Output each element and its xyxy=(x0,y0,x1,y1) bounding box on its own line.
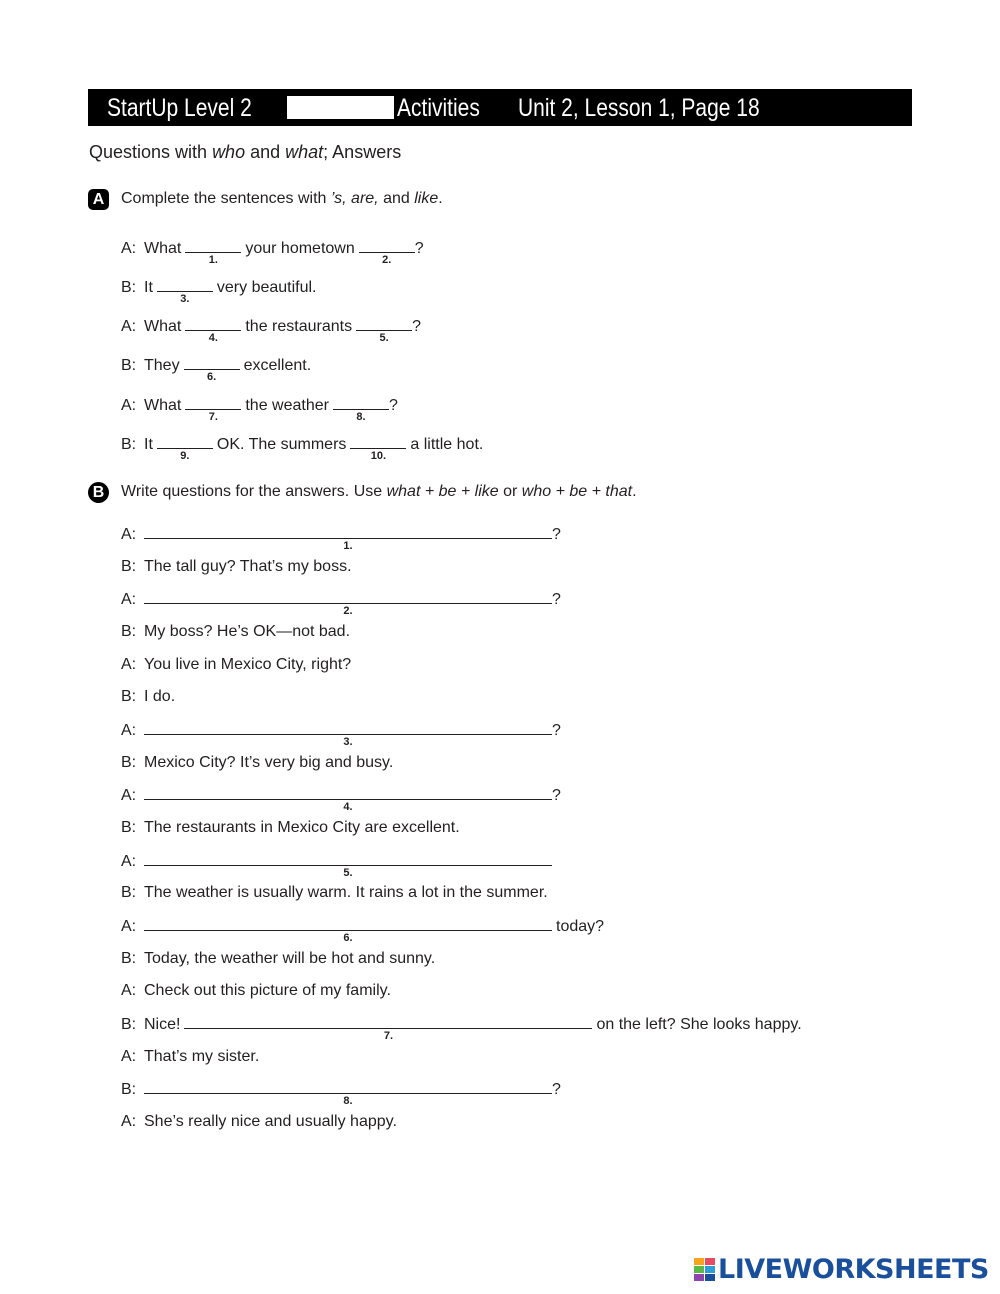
exercise-a-line-3: A: What 4. the restaurants 5. ? xyxy=(121,315,421,338)
answer-input[interactable]: 5. xyxy=(144,850,552,866)
exercise-b-line-7: A: 3. ? xyxy=(121,719,561,742)
exercise-b-line-13: A: 6. today? xyxy=(121,915,604,938)
exercise-b-line-5: A: You live in Mexico City, right? xyxy=(121,656,352,673)
exercise-b-line-10: B: The restaurants in Mexico City are excellent. xyxy=(121,819,460,836)
exercise-b-line-15: A: Check out this picture of my family. xyxy=(121,982,391,999)
answer-input[interactable]: 3. xyxy=(144,719,552,735)
exercise-b-line-2: B: The tall guy? That’s my boss. xyxy=(121,558,352,575)
exercise-a-line-1: A: What 1. your hometown 2. ? xyxy=(121,237,424,260)
logo-text: LIVEWORKSHEETS xyxy=(718,1254,989,1285)
exercise-b-line-6: B: I do. xyxy=(121,688,176,705)
section-a-instruction: Complete the sentences with ’s, are, and like. xyxy=(121,190,443,207)
answer-input[interactable]: 7. xyxy=(184,1013,592,1029)
logo-blocks-icon xyxy=(694,1258,716,1282)
blank-input[interactable]: 3. xyxy=(157,276,213,292)
exercise-b-line-8: B: Mexico City? It’s very big and busy. xyxy=(121,754,394,771)
exercise-a-line-4: B: They 6. excellent. xyxy=(121,354,311,377)
exercise-b-line-11: A: 5. xyxy=(121,850,556,873)
blank-input[interactable]: 6. xyxy=(184,354,240,370)
blank-input[interactable]: 5. xyxy=(356,315,412,331)
answer-input[interactable]: 6. xyxy=(144,915,552,931)
exercise-b-line-14: B: Today, the weather will be hot and sunny. xyxy=(121,950,436,967)
exercise-b-line-17: A: That’s my sister. xyxy=(121,1048,260,1065)
exercise-b-line-19: A: She’s really nice and usually happy. xyxy=(121,1113,397,1130)
exercise-b-line-4: B: My boss? He’s OK—not bad. xyxy=(121,623,351,640)
exercise-a-line-2: B: It 3. very beautiful. xyxy=(121,276,317,299)
section-b-instruction: Write questions for the answers. Use what + be + like or who + be + that. xyxy=(121,483,637,500)
blank-input[interactable]: 8. xyxy=(333,394,389,410)
blank-input[interactable]: 2. xyxy=(359,237,415,253)
answer-input[interactable]: 4. xyxy=(144,784,552,800)
section-b-badge: B xyxy=(88,482,109,503)
exercise-a-line-5: A: What 7. the weather 8. ? xyxy=(121,394,398,417)
exercise-b-line-9: A: 4. ? xyxy=(121,784,561,807)
exercise-a-line-6: B: It 9. OK. The summers 10. a little hot. xyxy=(121,433,483,456)
exercise-b-line-1: A: 1. ? xyxy=(121,523,561,546)
unit-label: Unit 2, Lesson 1, Page 18 xyxy=(518,94,760,122)
exercise-b-line-16: B: Nice! 7. on the left? She looks happy. xyxy=(121,1013,802,1036)
course-title: StartUp Level 2 xyxy=(107,94,252,122)
blank-input[interactable]: 4. xyxy=(185,315,241,331)
blank-input[interactable]: 7. xyxy=(185,394,241,410)
blank-input[interactable]: 9. xyxy=(157,433,213,449)
exercise-b-line-3: A: 2. ? xyxy=(121,588,561,611)
section-label: Activities xyxy=(397,94,480,122)
answer-input[interactable]: 1. xyxy=(144,523,552,539)
header-bar xyxy=(88,89,912,126)
page-subtitle: Questions with who and what; Answers xyxy=(89,142,402,162)
blank-input[interactable]: 1. xyxy=(185,237,241,253)
header-gap xyxy=(287,96,394,119)
exercise-b-line-18: B: 8. ? xyxy=(121,1078,561,1101)
section-a-badge: A xyxy=(88,189,109,210)
exercise-b-line-12: B: The weather is usually warm. It rains a lot in the summer. xyxy=(121,884,548,901)
answer-input[interactable]: 8. xyxy=(144,1078,552,1094)
blank-input[interactable]: 10. xyxy=(350,433,406,449)
answer-input[interactable]: 2. xyxy=(144,588,552,604)
